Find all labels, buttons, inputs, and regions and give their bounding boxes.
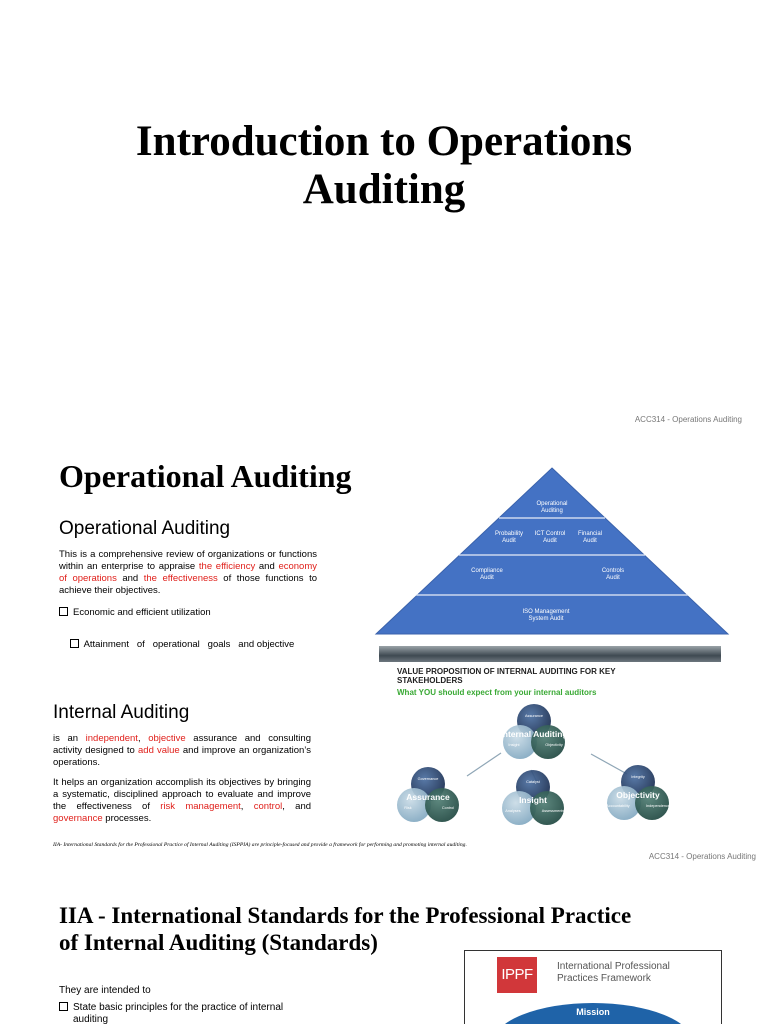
- pyramid-ict-line2: Audit: [543, 538, 557, 544]
- venn-center-label: Assurance: [406, 792, 450, 802]
- iia-note: IIA- International Standards for the Professional Practice of Internal Auditing (ISPPIA) are principle-focused and provide a framework for performing and promoting internal auditing.: [53, 842, 467, 848]
- intro-text: They are intended to: [59, 985, 151, 996]
- value-prop-title: VALUE PROPOSITION OF INTERNAL AUDITING FOR KEY STAKEHOLDERS: [397, 667, 616, 685]
- venn-left-label: Insight: [508, 743, 520, 747]
- slide-iia-standards: [0, 882, 768, 1024]
- slide-footer: ACC314 - Operations Auditing: [634, 415, 742, 424]
- pyramid-top-line2: Auditing: [541, 508, 563, 514]
- slide-operational-auditing: [0, 442, 768, 872]
- slide-title: [0, 0, 768, 432]
- checkbox-bullet-icon: [59, 607, 68, 616]
- venn-top-label: Governance: [417, 777, 439, 781]
- slide-heading: IIA - International Standards for the Professional Practice of Internal Auditing (Standards): [59, 903, 632, 955]
- pyramid-compliance-line2: Audit: [480, 575, 494, 581]
- venn-right-label: Assessments: [541, 809, 565, 813]
- checkbox-bullet-icon: [59, 1002, 68, 1011]
- ippf-logo: IPPF: [497, 957, 537, 993]
- pyramid-financial-line2: Audit: [583, 538, 597, 544]
- bullet-item: Economic and efficient utilization: [59, 607, 211, 618]
- internal-auditing-paragraph: is an independent, objective assurance and consulting activity designed to add value and improve an organization’s operations.: [53, 733, 311, 768]
- pyramid-probability-line2: Audit: [502, 538, 516, 544]
- pyramid-iso-line1: ISO Management: [522, 609, 570, 615]
- venn-left-label: Analyses: [505, 809, 521, 813]
- pyramid-controls-line1: Controls: [601, 568, 625, 574]
- pyramid-controls-line2: Audit: [606, 575, 620, 581]
- ippf-name: International Professional Practices Framework: [557, 961, 670, 984]
- checkbox-bullet-icon: [70, 639, 79, 648]
- venn-top-label: Integrity: [631, 775, 645, 779]
- internal-auditing-paragraph: It helps an organization accomplish its objectives by bringing a systematic, disciplined approach to evaluate and improve the effectiveness of risk management, control, and governance processes.: [53, 777, 312, 824]
- internal-auditing-heading: Internal Auditing: [53, 702, 190, 723]
- venn-group: [500, 704, 567, 759]
- definition-paragraph: This is a comprehensive review of organizations or functions within an enterprise to appraise the efficiency and economy of operations and the effectiveness of those functions to achieve their objectives.: [59, 549, 317, 596]
- slide-heading: Operational Auditing: [59, 458, 352, 494]
- pyramid-compliance-line1: Compliance: [471, 568, 503, 574]
- ippf-diagram: [464, 950, 722, 1024]
- value-proposition-diagram: [379, 646, 721, 842]
- bullet-item: State basic principles for the practice of internal auditing: [59, 1002, 283, 1024]
- pyramid-iso-line2: System Audit: [528, 616, 564, 622]
- pyramid-top-line1: Operational: [536, 501, 568, 507]
- venn-left-label: Accountability: [606, 804, 630, 808]
- pyramid-probability-line1: Probability: [494, 531, 524, 537]
- venn-center-label: Insight: [519, 795, 547, 805]
- dark-banner: [379, 646, 721, 662]
- venn-right-label: Control: [441, 806, 455, 810]
- audit-pyramid-diagram: [374, 462, 730, 636]
- venn-group: [502, 770, 564, 825]
- venn-left-label: Risk: [404, 806, 412, 810]
- title: Introduction to Operations Auditing: [135, 118, 633, 213]
- venn-group: [606, 765, 670, 820]
- pyramid-ict-line1: ICT Control: [534, 531, 566, 537]
- bullet-item: Attainment of operational goals and objective: [59, 628, 294, 661]
- venn-center-label: Internal Auditing: [500, 729, 568, 739]
- subheading: Operational Auditing: [59, 518, 231, 539]
- value-prop-subtitle: What YOU should expect from your internal auditors: [397, 688, 597, 697]
- venn-right-label: Independence: [645, 804, 671, 808]
- slide-footer: ACC314 - Operations Auditing: [648, 852, 756, 861]
- venn-top-label: Assurance: [525, 714, 543, 718]
- venn-groups: [379, 698, 721, 842]
- mission-label: Mission: [576, 1007, 610, 1017]
- venn-top-label: Catalyst: [526, 780, 540, 784]
- venn-group: [397, 767, 459, 822]
- venn-center-label: Objectivity: [616, 790, 660, 800]
- venn-right-label: Objectivity: [545, 743, 563, 747]
- pyramid-financial-line1: Financial: [577, 531, 603, 537]
